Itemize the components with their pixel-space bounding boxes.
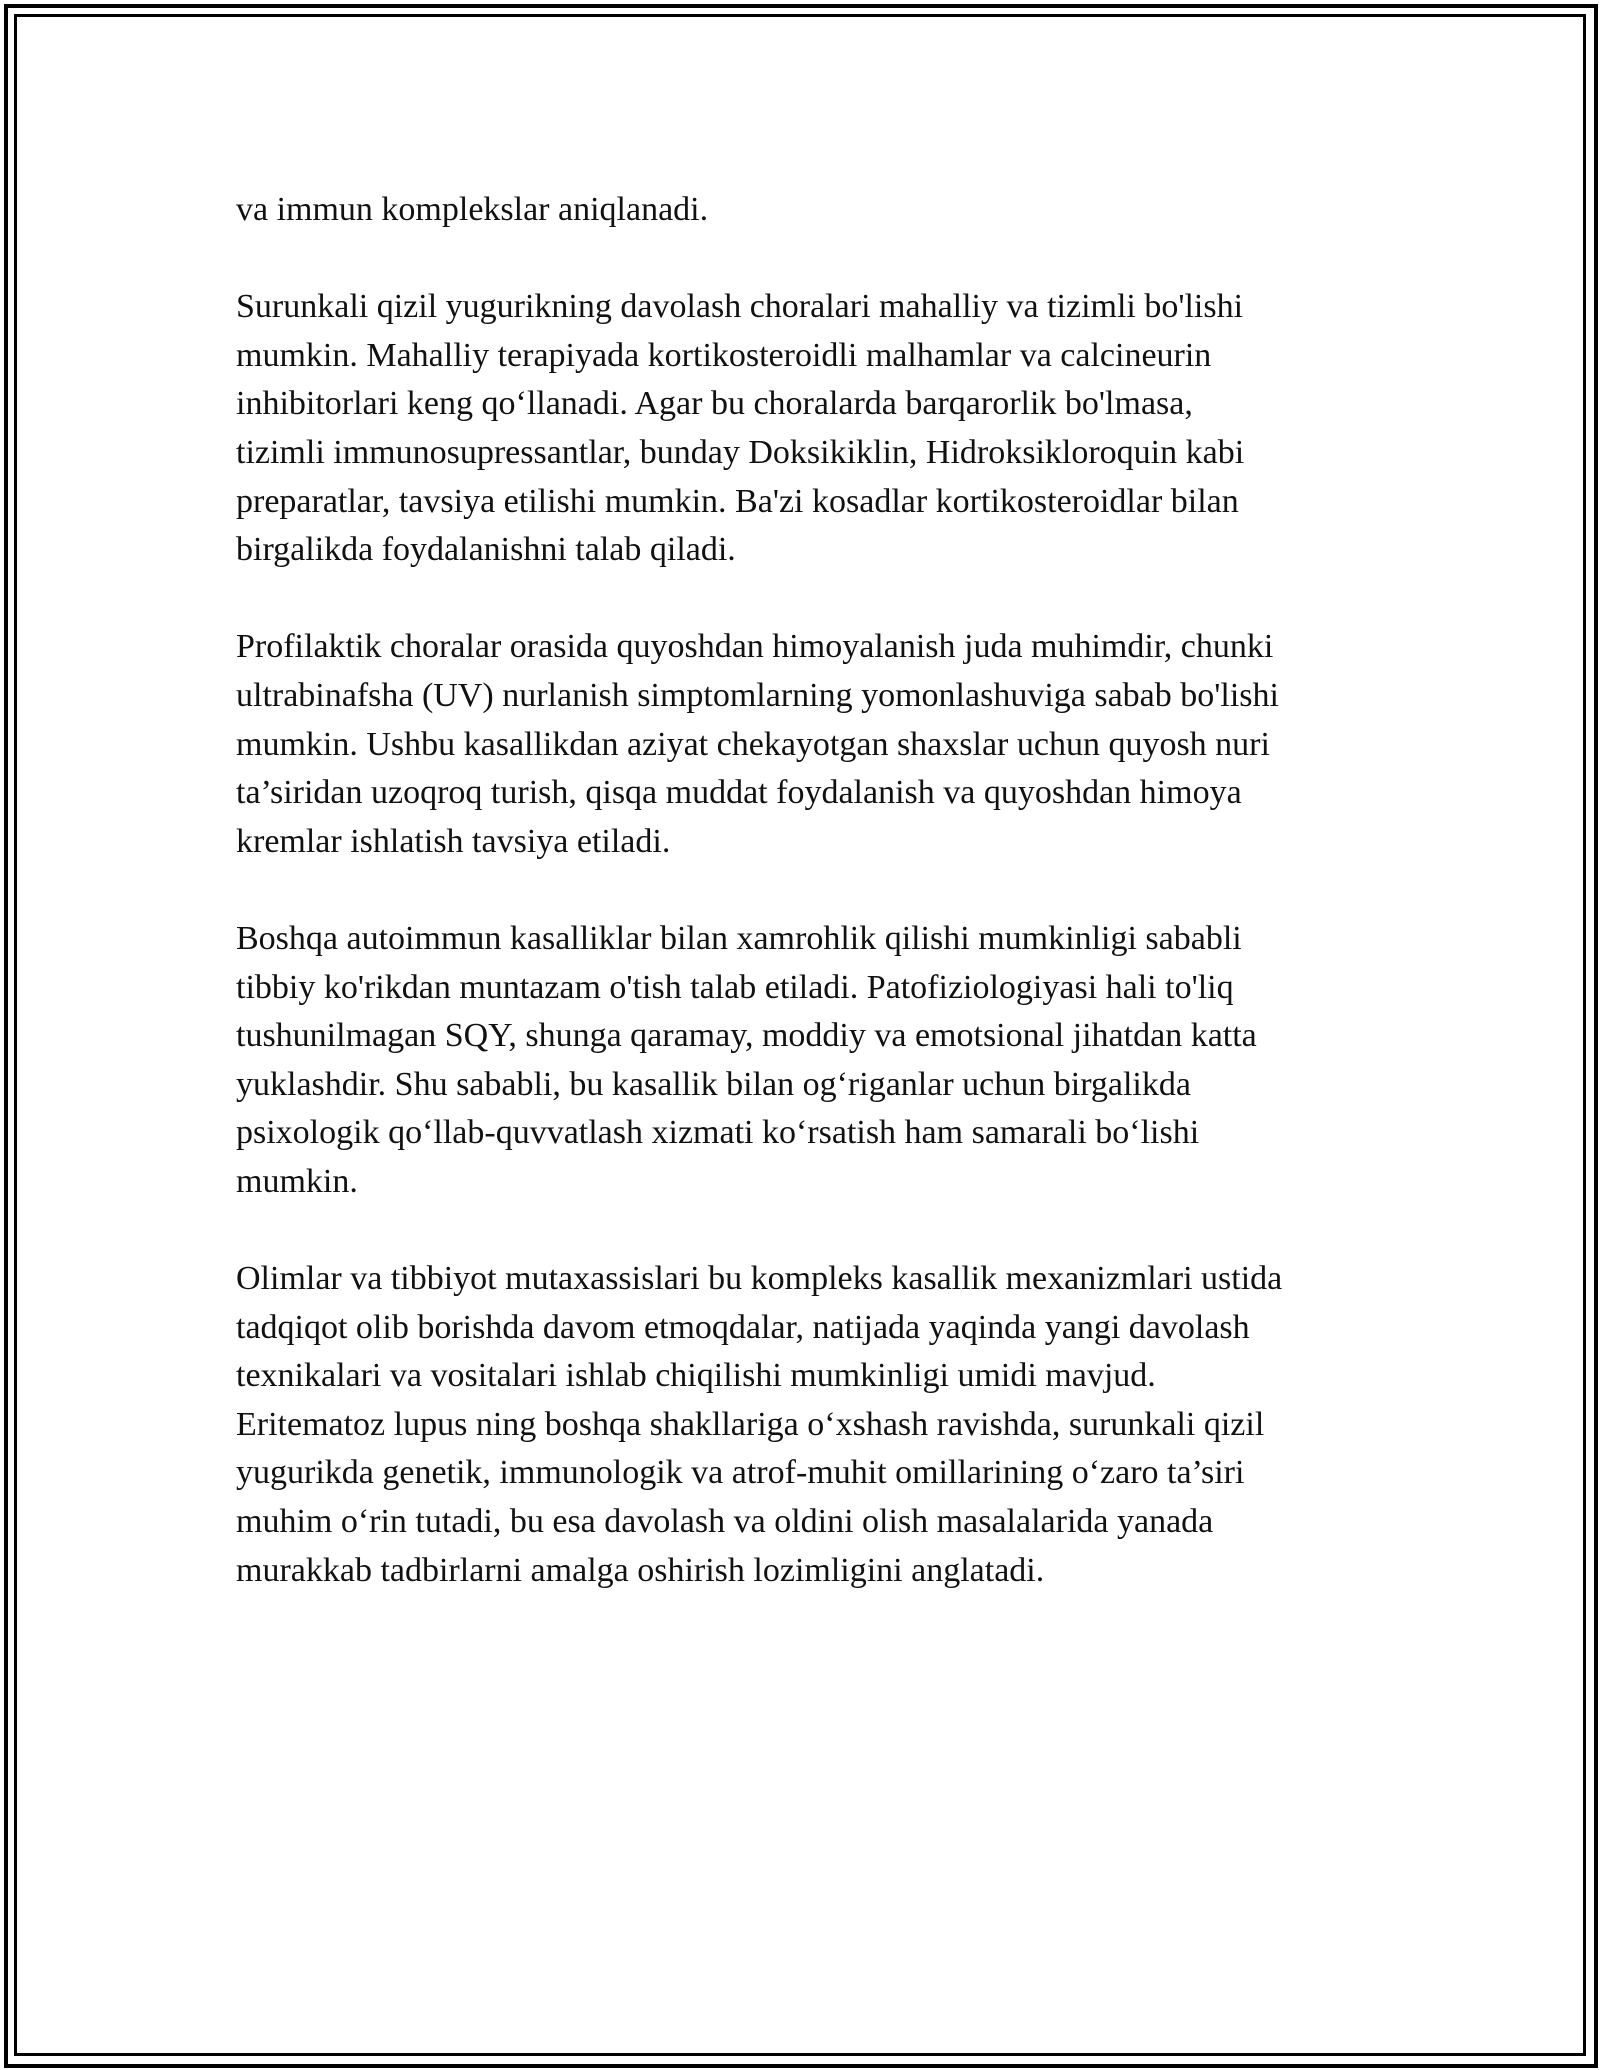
text-line: murakkab tadbirlarni amalga oshirish lozimligini anglatadi. <box>236 1551 1045 1589</box>
text-line: preparatlar, tavsiya etilishi mumkin. Ba'zi kosadlar kortikosteroidlar bilan <box>236 482 1239 520</box>
text-line: mumkin. <box>236 1162 358 1200</box>
text-line: Boshqa autoimmun kasalliklar bilan xamrohlik qilishi mumkinligi sababli <box>236 919 1242 957</box>
document-body <box>236 186 1386 1644</box>
text-line: Olimlar va tibbiyot mutaxassislari bu kompleks kasallik mexanizmlari ustida <box>236 1260 1283 1298</box>
text-line: yugurikda genetik, immunologik va atrof-muhit omillarining o‘zaro ta’siri <box>236 1454 1245 1492</box>
text-line: va immun komplekslar aniqlanadi. <box>236 191 709 228</box>
text-line: muhim o‘rin tutadi, bu esa davolash va oldini olish masalalarida yanada <box>236 1503 1214 1541</box>
text-line: mumkin. Ushbu kasallikdan aziyat chekayotgan shaxslar uchun quyosh nuri <box>236 725 1270 763</box>
text-line: Eritematoz lupus ning boshqa shakllariga o‘xshash ravishda, surunkali qizil <box>236 1405 1265 1443</box>
text-line: tushunilmagan SQY, shunga qaramay, moddiy va emotsional jihatdan katta <box>236 1017 1257 1055</box>
text-line: birgalikda foydalanishni talab qiladi. <box>236 531 736 569</box>
text-line: tibbiy ko'rikdan muntazam o'tish talab etiladi. Patofiziologiyasi hali to'liq <box>236 968 1234 1006</box>
paragraph-1 <box>236 186 1386 235</box>
text-line: kremlar ishlatish tavsiya etiladi. <box>236 822 671 860</box>
text-line: ultrabinafsha (UV) nurlanish simptomlarning yomonlashuviga sabab bo'lishi <box>236 676 1279 714</box>
paragraph-2 <box>236 283 1386 575</box>
text-line: tadqiqot olib borishda davom etmoqdalar, natijada yaqinda yangi davolash <box>236 1308 1250 1346</box>
paragraph-4 <box>236 915 1386 1207</box>
text-line: tizimli immunosupressantlar, bunday Doksikiklin, Hidroksikloroquin kabi <box>236 433 1245 471</box>
text-line: mumkin. Mahalliy terapiyada kortikosteroidli malhamlar va calcineurin <box>236 336 1212 374</box>
text-line: psixologik qo‘llab-quvvatlash xizmati ko‘rsatish ham samarali bo‘lishi <box>236 1114 1200 1152</box>
text-line: texnikalari va vositalari ishlab chiqilishi mumkinligi umidi mavjud. <box>236 1357 1156 1395</box>
text-line: yuklashdir. Shu sababli, bu kasallik bilan og‘riganlar uchun birgalikda <box>236 1065 1191 1103</box>
text-line: ta’siridan uzoqroq turish, qisqa muddat foydalanish va quyoshdan himoya <box>236 774 1242 812</box>
text-line: Profilaktik choralar orasida quyoshdan himoyalanish juda muhimdir, chunki <box>236 628 1274 666</box>
text-line: inhibitorlari keng qo‘llanadi. Agar bu choralarda barqarorlik bo'lmasa, <box>236 385 1193 423</box>
paragraph-3 <box>236 623 1386 866</box>
paragraph-5 <box>236 1255 1386 1595</box>
text-line: Surunkali qizil yugurikning davolash choralari mahalliy va tizimli bo'lishi <box>236 288 1244 326</box>
